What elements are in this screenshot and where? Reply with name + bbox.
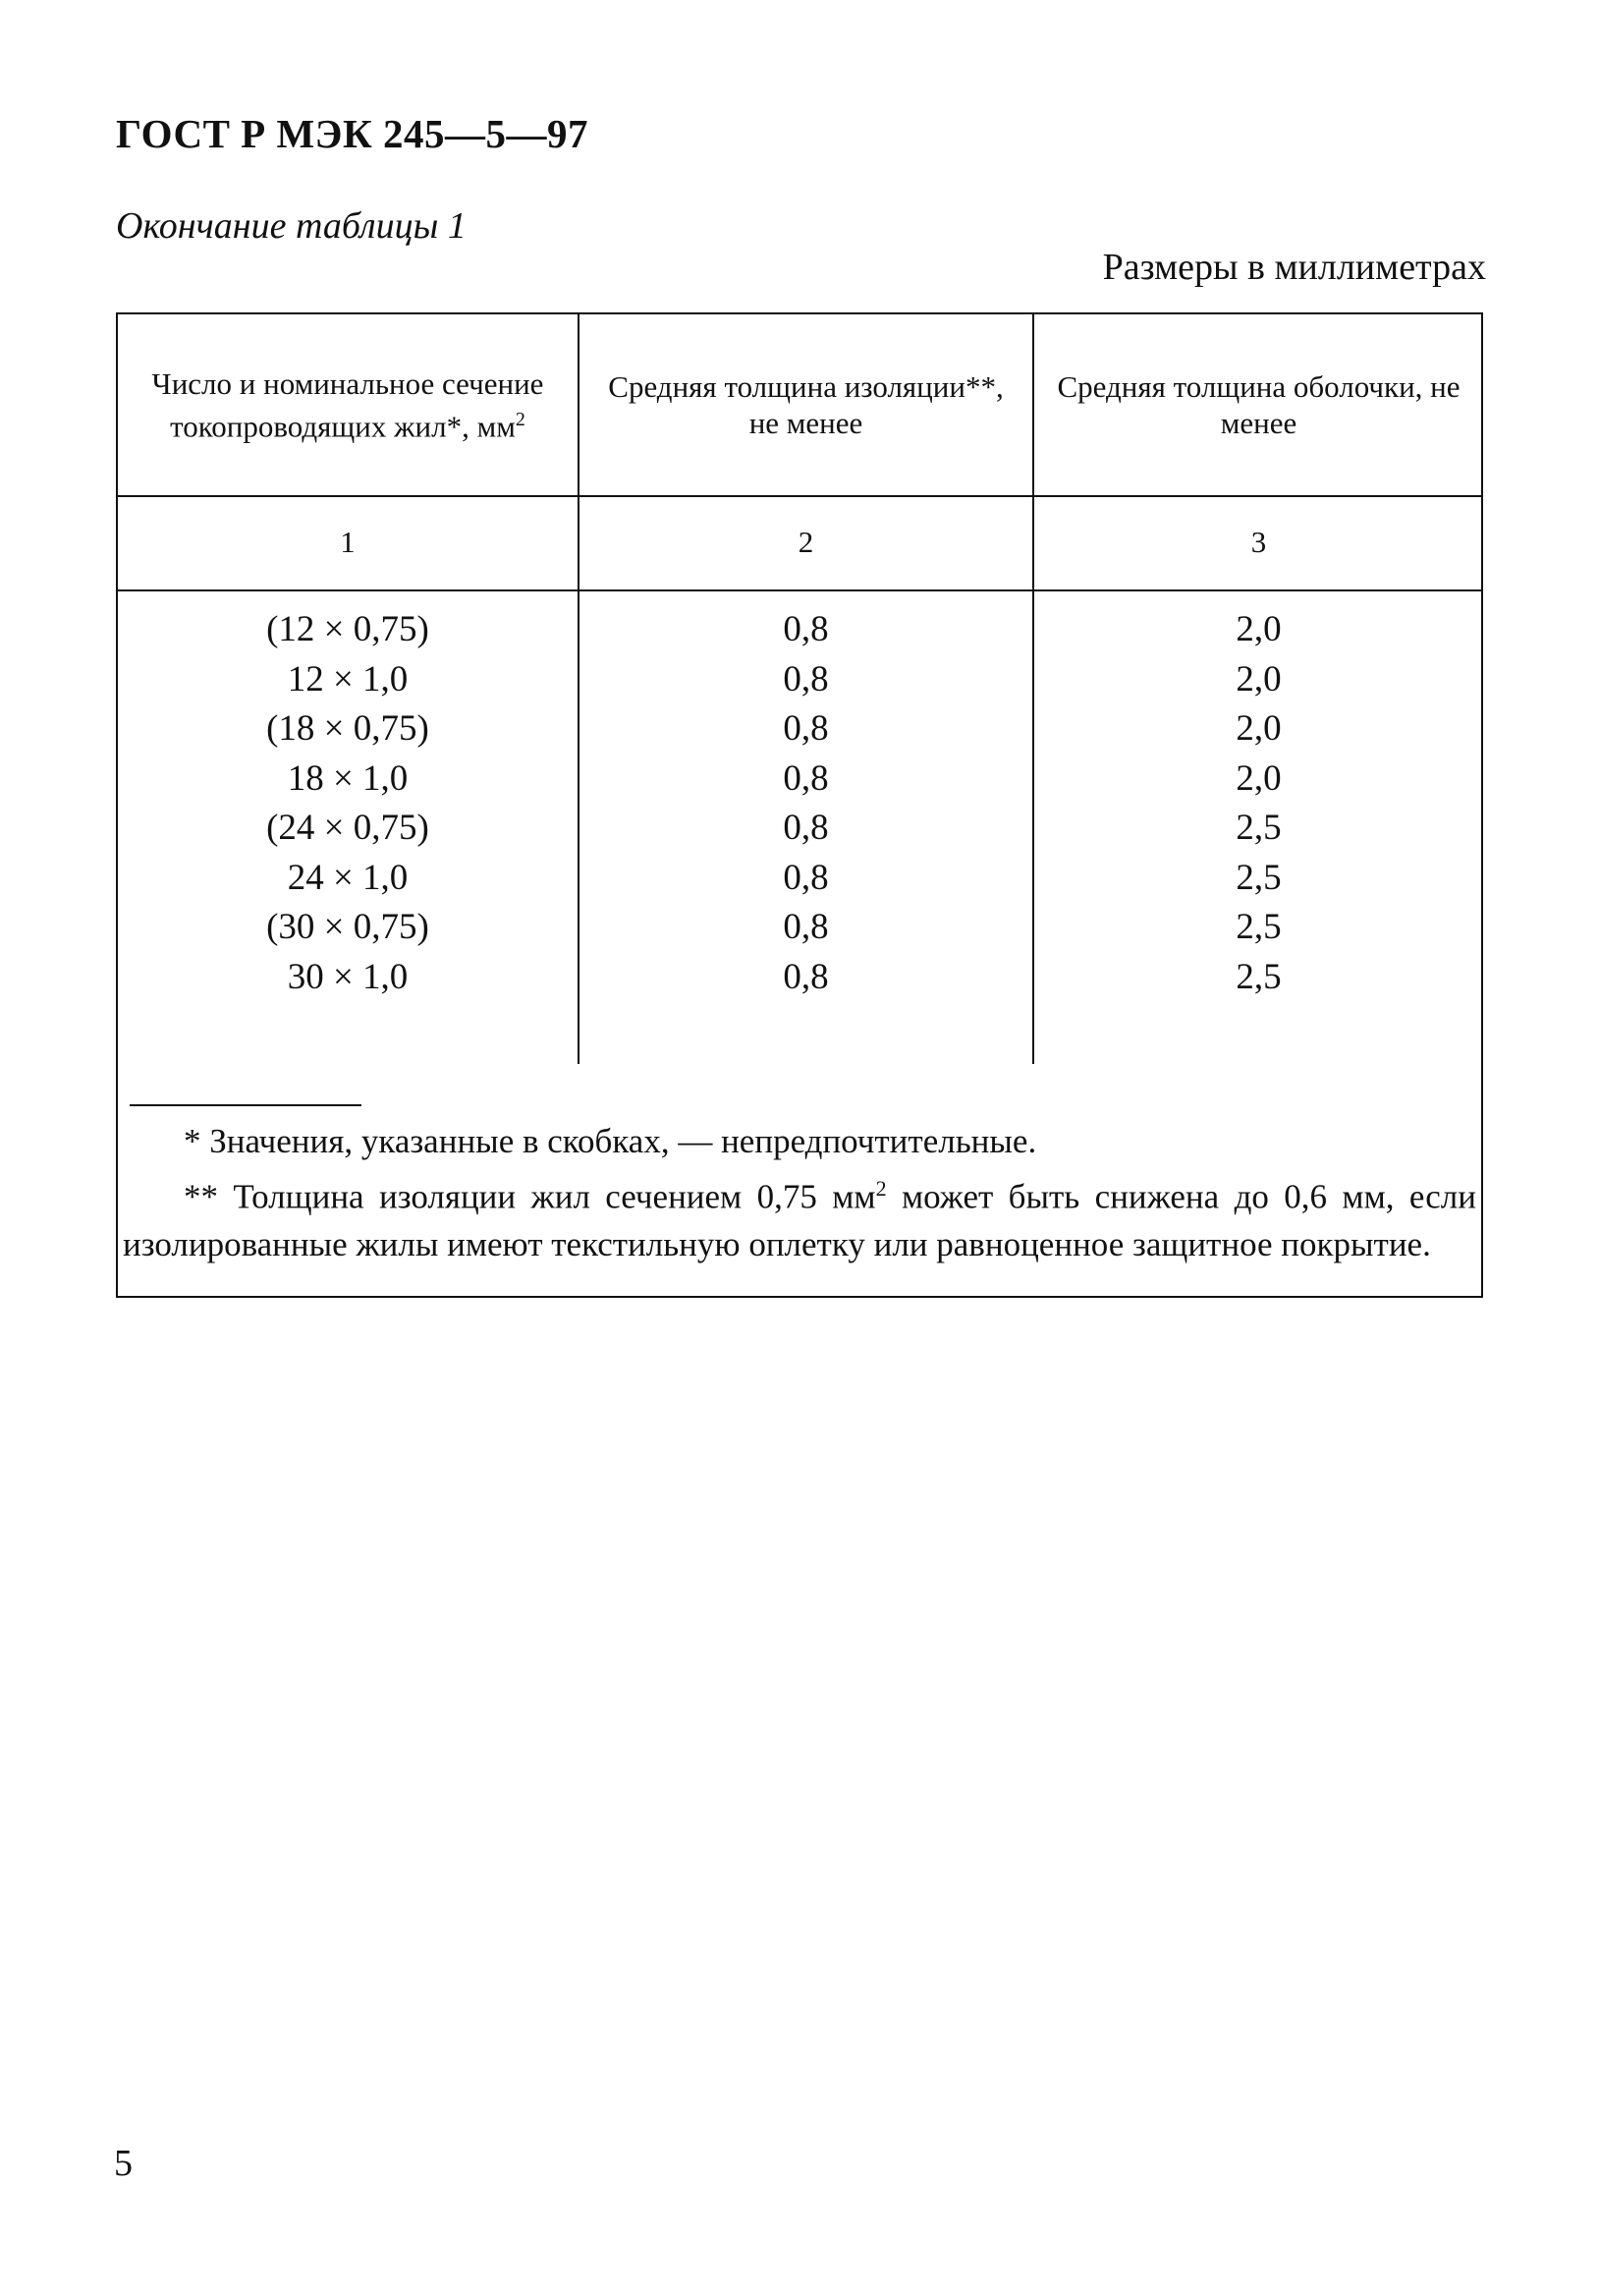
cell-sheath: 2,5 [1236, 857, 1282, 898]
cell-sheath: 2,0 [1236, 757, 1282, 799]
cell-section: 24 × 1,0 [287, 857, 409, 898]
table-row [118, 655, 1483, 705]
table-row [118, 755, 1483, 805]
column-number: 3 [1250, 525, 1267, 559]
table-footnotes [123, 1118, 1476, 1268]
page-number: 5 [114, 2143, 133, 2184]
cell-insulation: 0,8 [783, 609, 829, 649]
cell-insulation: 0,8 [783, 907, 829, 947]
footnote-separator [130, 1104, 361, 1106]
column-number: 2 [798, 525, 814, 559]
cell-section: 12 × 1,0 [287, 658, 409, 700]
table-row [118, 903, 1483, 953]
cell-insulation: 0,8 [783, 708, 829, 749]
table-row [118, 704, 1483, 755]
number-row-divider [118, 589, 1481, 591]
cell-section: (12 × 0,75) [266, 609, 429, 649]
table-row [118, 854, 1483, 904]
column-number: 1 [340, 525, 356, 559]
cell-section: (24 × 0,75) [266, 808, 429, 848]
cell-insulation: 0,8 [783, 757, 829, 799]
cell-sheath: 2,5 [1236, 956, 1282, 997]
cell-sheath: 2,5 [1236, 808, 1282, 848]
table-row [118, 804, 1483, 854]
table-row [118, 953, 1483, 1003]
cell-insulation: 0,8 [783, 808, 829, 848]
cell-sheath: 2,0 [1236, 658, 1282, 700]
cell-sheath: 2,0 [1236, 708, 1282, 749]
cell-insulation: 0,8 [783, 658, 829, 700]
table-body [118, 605, 1483, 1002]
column-header-section: Число и номинальное сечение токопроводящих жил*, $мм^2$ [151, 365, 544, 444]
footnote-1: * Значения, указанные в скобках, — непредпочтительные. [184, 1122, 1037, 1160]
footnote-2: ** Толщина изоляции жил сечением 0,75 $мм^2$ может быть снижена до 0,6 мм, если изолированные жилы имеют текстильную оплетку или равноценное защитное покрытие. [123, 1176, 1476, 1263]
cell-insulation: 0,8 [783, 857, 829, 898]
column-header-insulation: Средняя толщина изоляции**, не менее [608, 369, 1004, 440]
cell-section: 18 × 1,0 [287, 757, 409, 799]
cell-section: (18 × 0,75) [266, 708, 429, 749]
cell-sheath: 2,0 [1236, 609, 1282, 649]
document-code: ГОСТ Р МЭК 245—5—97 [116, 111, 588, 156]
cell-sheath: 2,5 [1236, 907, 1282, 947]
units-note: Размеры в миллиметрах [1102, 247, 1486, 288]
cell-insulation: 0,8 [783, 956, 829, 997]
table-row [118, 605, 1483, 655]
column-header-sheath: Средняя толщина оболочки, не менее [1057, 369, 1461, 440]
cell-section: 30 × 1,0 [287, 956, 409, 997]
table-caption: Окончание таблицы 1 [116, 205, 467, 247]
cell-section: (30 × 0,75) [266, 907, 429, 947]
dimensions-table [116, 312, 1483, 1298]
